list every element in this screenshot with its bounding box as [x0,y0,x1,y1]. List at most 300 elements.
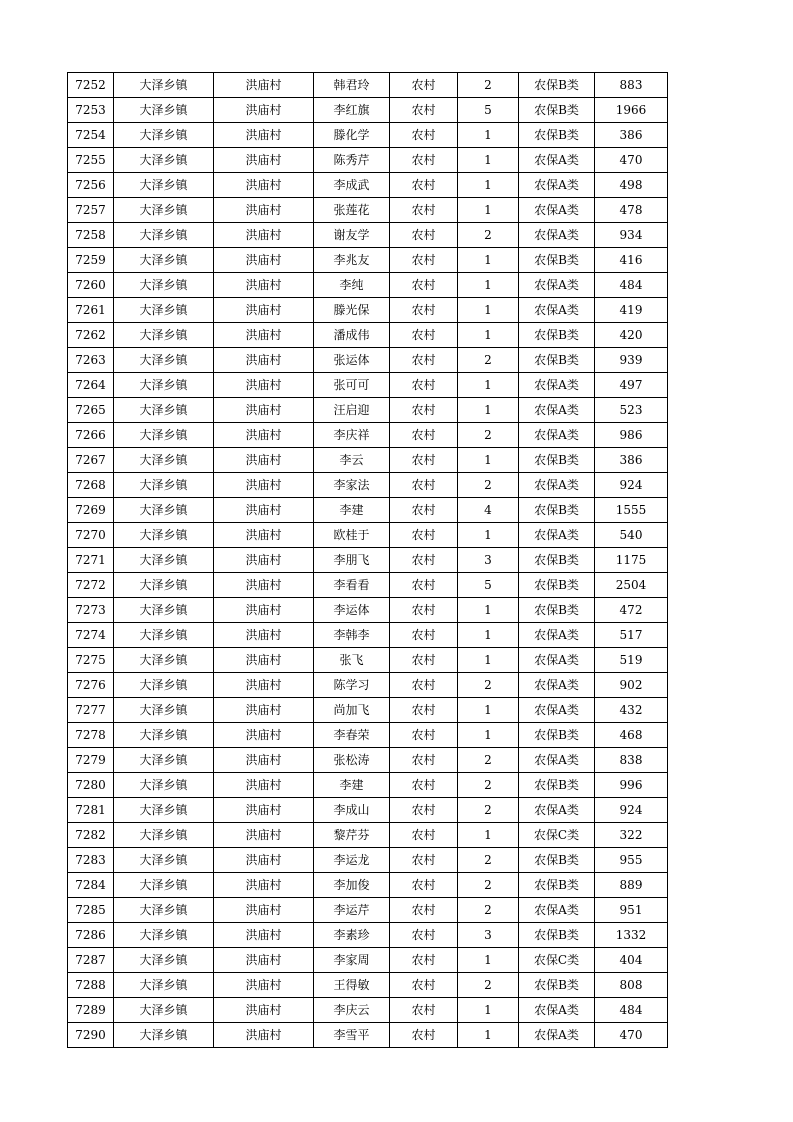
amount-cell: 517 [595,623,668,648]
township-cell: 大泽乡镇 [114,523,214,548]
table-row [68,148,668,173]
table-row [68,98,668,123]
category-cell: 农保B类 [519,773,595,798]
table-row [68,348,668,373]
amount-cell: 523 [595,398,668,423]
area-type-cell: 农村 [390,623,458,648]
amount-cell: 419 [595,298,668,323]
serial-number-cell: 7258 [68,223,114,248]
township-cell: 大泽乡镇 [114,198,214,223]
table-row [68,248,668,273]
township-cell: 大泽乡镇 [114,98,214,123]
serial-number-cell: 7264 [68,373,114,398]
category-cell: 农保B类 [519,573,595,598]
area-type-cell: 农村 [390,823,458,848]
amount-cell: 986 [595,423,668,448]
category-cell: 农保A类 [519,148,595,173]
roster-table [67,72,668,1048]
township-cell: 大泽乡镇 [114,223,214,248]
household-count-cell: 1 [458,523,519,548]
household-count-cell: 2 [458,73,519,98]
township-cell: 大泽乡镇 [114,873,214,898]
amount-cell: 478 [595,198,668,223]
village-cell: 洪庙村 [214,348,314,373]
name-cell: 潘成伟 [314,323,390,348]
table-row [68,198,668,223]
household-count-cell: 2 [458,748,519,773]
serial-number-cell: 7276 [68,673,114,698]
village-cell: 洪庙村 [214,823,314,848]
table-row [68,1023,668,1048]
township-cell: 大泽乡镇 [114,723,214,748]
village-cell: 洪庙村 [214,73,314,98]
village-cell: 洪庙村 [214,448,314,473]
village-cell: 洪庙村 [214,223,314,248]
name-cell: 李成武 [314,173,390,198]
township-cell: 大泽乡镇 [114,473,214,498]
amount-cell: 934 [595,223,668,248]
name-cell: 李兆友 [314,248,390,273]
amount-cell: 322 [595,823,668,848]
roster-table-body [68,73,668,1048]
village-cell: 洪庙村 [214,173,314,198]
area-type-cell: 农村 [390,373,458,398]
serial-number-cell: 7281 [68,798,114,823]
township-cell: 大泽乡镇 [114,798,214,823]
table-row [68,473,668,498]
name-cell: 李韩李 [314,623,390,648]
category-cell: 农保B类 [519,873,595,898]
category-cell: 农保B类 [519,973,595,998]
area-type-cell: 农村 [390,273,458,298]
category-cell: 农保B类 [519,348,595,373]
area-type-cell: 农村 [390,498,458,523]
household-count-cell: 5 [458,98,519,123]
area-type-cell: 农村 [390,448,458,473]
name-cell: 李云 [314,448,390,473]
amount-cell: 1555 [595,498,668,523]
name-cell: 李庆云 [314,998,390,1023]
household-count-cell: 1 [458,173,519,198]
household-count-cell: 1 [458,123,519,148]
serial-number-cell: 7273 [68,598,114,623]
serial-number-cell: 7279 [68,748,114,773]
household-count-cell: 2 [458,873,519,898]
amount-cell: 540 [595,523,668,548]
village-cell: 洪庙村 [214,898,314,923]
township-cell: 大泽乡镇 [114,623,214,648]
township-cell: 大泽乡镇 [114,548,214,573]
area-type-cell: 农村 [390,573,458,598]
township-cell: 大泽乡镇 [114,1023,214,1048]
township-cell: 大泽乡镇 [114,748,214,773]
amount-cell: 1175 [595,548,668,573]
township-cell: 大泽乡镇 [114,998,214,1023]
household-count-cell: 1 [458,623,519,648]
name-cell: 李运龙 [314,848,390,873]
category-cell: 农保A类 [519,1023,595,1048]
table-row [68,323,668,348]
village-cell: 洪庙村 [214,848,314,873]
name-cell: 李建 [314,773,390,798]
table-row [68,823,668,848]
table-row [68,923,668,948]
household-count-cell: 2 [458,898,519,923]
amount-cell: 939 [595,348,668,373]
area-type-cell: 农村 [390,423,458,448]
village-cell: 洪庙村 [214,523,314,548]
category-cell: 农保B类 [519,923,595,948]
table-row [68,173,668,198]
household-count-cell: 3 [458,923,519,948]
table-row [68,698,668,723]
township-cell: 大泽乡镇 [114,673,214,698]
township-cell: 大泽乡镇 [114,498,214,523]
amount-cell: 386 [595,123,668,148]
township-cell: 大泽乡镇 [114,123,214,148]
amount-cell: 838 [595,748,668,773]
table-row [68,948,668,973]
name-cell: 滕光保 [314,298,390,323]
area-type-cell: 农村 [390,773,458,798]
household-count-cell: 5 [458,573,519,598]
township-cell: 大泽乡镇 [114,348,214,373]
name-cell: 张可可 [314,373,390,398]
serial-number-cell: 7255 [68,148,114,173]
amount-cell: 386 [595,448,668,473]
village-cell: 洪庙村 [214,498,314,523]
serial-number-cell: 7286 [68,923,114,948]
table-row [68,673,668,698]
table-row [68,548,668,573]
area-type-cell: 农村 [390,173,458,198]
table-row [68,598,668,623]
household-count-cell: 1 [458,298,519,323]
amount-cell: 951 [595,898,668,923]
amount-cell: 432 [595,698,668,723]
name-cell: 张莲花 [314,198,390,223]
serial-number-cell: 7261 [68,298,114,323]
township-cell: 大泽乡镇 [114,948,214,973]
village-cell: 洪庙村 [214,273,314,298]
household-count-cell: 1 [458,648,519,673]
serial-number-cell: 7266 [68,423,114,448]
serial-number-cell: 7284 [68,873,114,898]
village-cell: 洪庙村 [214,373,314,398]
category-cell: 农保B类 [519,448,595,473]
area-type-cell: 农村 [390,873,458,898]
area-type-cell: 农村 [390,223,458,248]
village-cell: 洪庙村 [214,673,314,698]
table-row [68,373,668,398]
serial-number-cell: 7269 [68,498,114,523]
household-count-cell: 2 [458,673,519,698]
table-row [68,848,668,873]
household-count-cell: 2 [458,423,519,448]
amount-cell: 883 [595,73,668,98]
village-cell: 洪庙村 [214,698,314,723]
area-type-cell: 农村 [390,598,458,623]
category-cell: 农保B类 [519,548,595,573]
table-row [68,123,668,148]
category-cell: 农保B类 [519,323,595,348]
category-cell: 农保B类 [519,848,595,873]
area-type-cell: 农村 [390,98,458,123]
serial-number-cell: 7252 [68,73,114,98]
village-cell: 洪庙村 [214,598,314,623]
name-cell: 黎芹芬 [314,823,390,848]
category-cell: 农保A类 [519,223,595,248]
household-count-cell: 1 [458,373,519,398]
area-type-cell: 农村 [390,698,458,723]
name-cell: 张飞 [314,648,390,673]
village-cell: 洪庙村 [214,723,314,748]
table-row [68,798,668,823]
table-row [68,873,668,898]
table-row [68,398,668,423]
name-cell: 王得敏 [314,973,390,998]
category-cell: 农保A类 [519,648,595,673]
amount-cell: 519 [595,648,668,673]
category-cell: 农保B类 [519,123,595,148]
area-type-cell: 农村 [390,398,458,423]
village-cell: 洪庙村 [214,98,314,123]
amount-cell: 404 [595,948,668,973]
category-cell: 农保A类 [519,998,595,1023]
household-count-cell: 3 [458,548,519,573]
township-cell: 大泽乡镇 [114,148,214,173]
serial-number-cell: 7290 [68,1023,114,1048]
serial-number-cell: 7271 [68,548,114,573]
name-cell: 李运体 [314,598,390,623]
amount-cell: 498 [595,173,668,198]
village-cell: 洪庙村 [214,423,314,448]
household-count-cell: 1 [458,198,519,223]
amount-cell: 996 [595,773,668,798]
household-count-cell: 1 [458,448,519,473]
serial-number-cell: 7277 [68,698,114,723]
village-cell: 洪庙村 [214,248,314,273]
household-count-cell: 2 [458,848,519,873]
amount-cell: 484 [595,998,668,1023]
serial-number-cell: 7254 [68,123,114,148]
table-row [68,73,668,98]
name-cell: 李庆祥 [314,423,390,448]
area-type-cell: 农村 [390,73,458,98]
area-type-cell: 农村 [390,673,458,698]
village-cell: 洪庙村 [214,748,314,773]
household-count-cell: 1 [458,948,519,973]
name-cell: 欧桂于 [314,523,390,548]
name-cell: 李看看 [314,573,390,598]
table-row [68,498,668,523]
area-type-cell: 农村 [390,998,458,1023]
serial-number-cell: 7267 [68,448,114,473]
name-cell: 陈秀芹 [314,148,390,173]
township-cell: 大泽乡镇 [114,573,214,598]
area-type-cell: 农村 [390,748,458,773]
serial-number-cell: 7278 [68,723,114,748]
village-cell: 洪庙村 [214,873,314,898]
village-cell: 洪庙村 [214,148,314,173]
amount-cell: 808 [595,973,668,998]
serial-number-cell: 7289 [68,998,114,1023]
village-cell: 洪庙村 [214,573,314,598]
category-cell: 农保A类 [519,798,595,823]
village-cell: 洪庙村 [214,1023,314,1048]
name-cell: 李雪平 [314,1023,390,1048]
table-row [68,648,668,673]
area-type-cell: 农村 [390,898,458,923]
serial-number-cell: 7262 [68,323,114,348]
household-count-cell: 1 [458,1023,519,1048]
amount-cell: 470 [595,148,668,173]
area-type-cell: 农村 [390,148,458,173]
village-cell: 洪庙村 [214,973,314,998]
area-type-cell: 农村 [390,973,458,998]
serial-number-cell: 7263 [68,348,114,373]
area-type-cell: 农村 [390,248,458,273]
category-cell: 农保B类 [519,98,595,123]
household-count-cell: 1 [458,398,519,423]
village-cell: 洪庙村 [214,398,314,423]
category-cell: 农保A类 [519,698,595,723]
table-row [68,423,668,448]
amount-cell: 420 [595,323,668,348]
area-type-cell: 农村 [390,298,458,323]
amount-cell: 1966 [595,98,668,123]
serial-number-cell: 7257 [68,198,114,223]
area-type-cell: 农村 [390,523,458,548]
township-cell: 大泽乡镇 [114,323,214,348]
household-count-cell: 1 [458,823,519,848]
category-cell: 农保A类 [519,748,595,773]
township-cell: 大泽乡镇 [114,648,214,673]
amount-cell: 2504 [595,573,668,598]
category-cell: 农保A类 [519,398,595,423]
township-cell: 大泽乡镇 [114,698,214,723]
household-count-cell: 1 [458,323,519,348]
serial-number-cell: 7256 [68,173,114,198]
table-row [68,773,668,798]
name-cell: 李运芹 [314,898,390,923]
amount-cell: 924 [595,798,668,823]
amount-cell: 472 [595,598,668,623]
household-count-cell: 2 [458,973,519,998]
name-cell: 张运体 [314,348,390,373]
table-row [68,573,668,598]
household-count-cell: 1 [458,248,519,273]
serial-number-cell: 7275 [68,648,114,673]
village-cell: 洪庙村 [214,198,314,223]
amount-cell: 955 [595,848,668,873]
amount-cell: 924 [595,473,668,498]
name-cell: 李春荣 [314,723,390,748]
category-cell: 农保B类 [519,248,595,273]
area-type-cell: 农村 [390,1023,458,1048]
township-cell: 大泽乡镇 [114,73,214,98]
area-type-cell: 农村 [390,348,458,373]
township-cell: 大泽乡镇 [114,973,214,998]
area-type-cell: 农村 [390,848,458,873]
household-count-cell: 1 [458,148,519,173]
amount-cell: 468 [595,723,668,748]
township-cell: 大泽乡镇 [114,248,214,273]
amount-cell: 889 [595,873,668,898]
village-cell: 洪庙村 [214,773,314,798]
amount-cell: 484 [595,273,668,298]
village-cell: 洪庙村 [214,473,314,498]
amount-cell: 416 [595,248,668,273]
table-row [68,273,668,298]
amount-cell: 902 [595,673,668,698]
village-cell: 洪庙村 [214,298,314,323]
name-cell: 谢友学 [314,223,390,248]
area-type-cell: 农村 [390,123,458,148]
name-cell: 李成山 [314,798,390,823]
category-cell: 农保A类 [519,173,595,198]
village-cell: 洪庙村 [214,323,314,348]
township-cell: 大泽乡镇 [114,598,214,623]
name-cell: 李建 [314,498,390,523]
name-cell: 张松涛 [314,748,390,773]
name-cell: 韩君玲 [314,73,390,98]
table-row [68,748,668,773]
area-type-cell: 农村 [390,473,458,498]
township-cell: 大泽乡镇 [114,923,214,948]
village-cell: 洪庙村 [214,923,314,948]
village-cell: 洪庙村 [214,948,314,973]
category-cell: 农保B类 [519,498,595,523]
category-cell: 农保C类 [519,823,595,848]
household-count-cell: 4 [458,498,519,523]
table-row [68,898,668,923]
village-cell: 洪庙村 [214,648,314,673]
serial-number-cell: 7259 [68,248,114,273]
amount-cell: 1332 [595,923,668,948]
household-count-cell: 1 [458,598,519,623]
table-row [68,998,668,1023]
serial-number-cell: 7265 [68,398,114,423]
serial-number-cell: 7283 [68,848,114,873]
township-cell: 大泽乡镇 [114,823,214,848]
serial-number-cell: 7274 [68,623,114,648]
category-cell: 农保A类 [519,298,595,323]
household-count-cell: 1 [458,723,519,748]
name-cell: 汪启迎 [314,398,390,423]
township-cell: 大泽乡镇 [114,273,214,298]
village-cell: 洪庙村 [214,798,314,823]
category-cell: 农保A类 [519,423,595,448]
name-cell: 李红旗 [314,98,390,123]
serial-number-cell: 7272 [68,573,114,598]
category-cell: 农保B类 [519,723,595,748]
name-cell: 陈学习 [314,673,390,698]
village-cell: 洪庙村 [214,548,314,573]
township-cell: 大泽乡镇 [114,398,214,423]
name-cell: 李加俊 [314,873,390,898]
category-cell: 农保A类 [519,523,595,548]
table-row [68,723,668,748]
table-row [68,973,668,998]
area-type-cell: 农村 [390,798,458,823]
township-cell: 大泽乡镇 [114,298,214,323]
township-cell: 大泽乡镇 [114,848,214,873]
table-row [68,623,668,648]
category-cell: 农保A类 [519,473,595,498]
serial-number-cell: 7280 [68,773,114,798]
table-row [68,298,668,323]
